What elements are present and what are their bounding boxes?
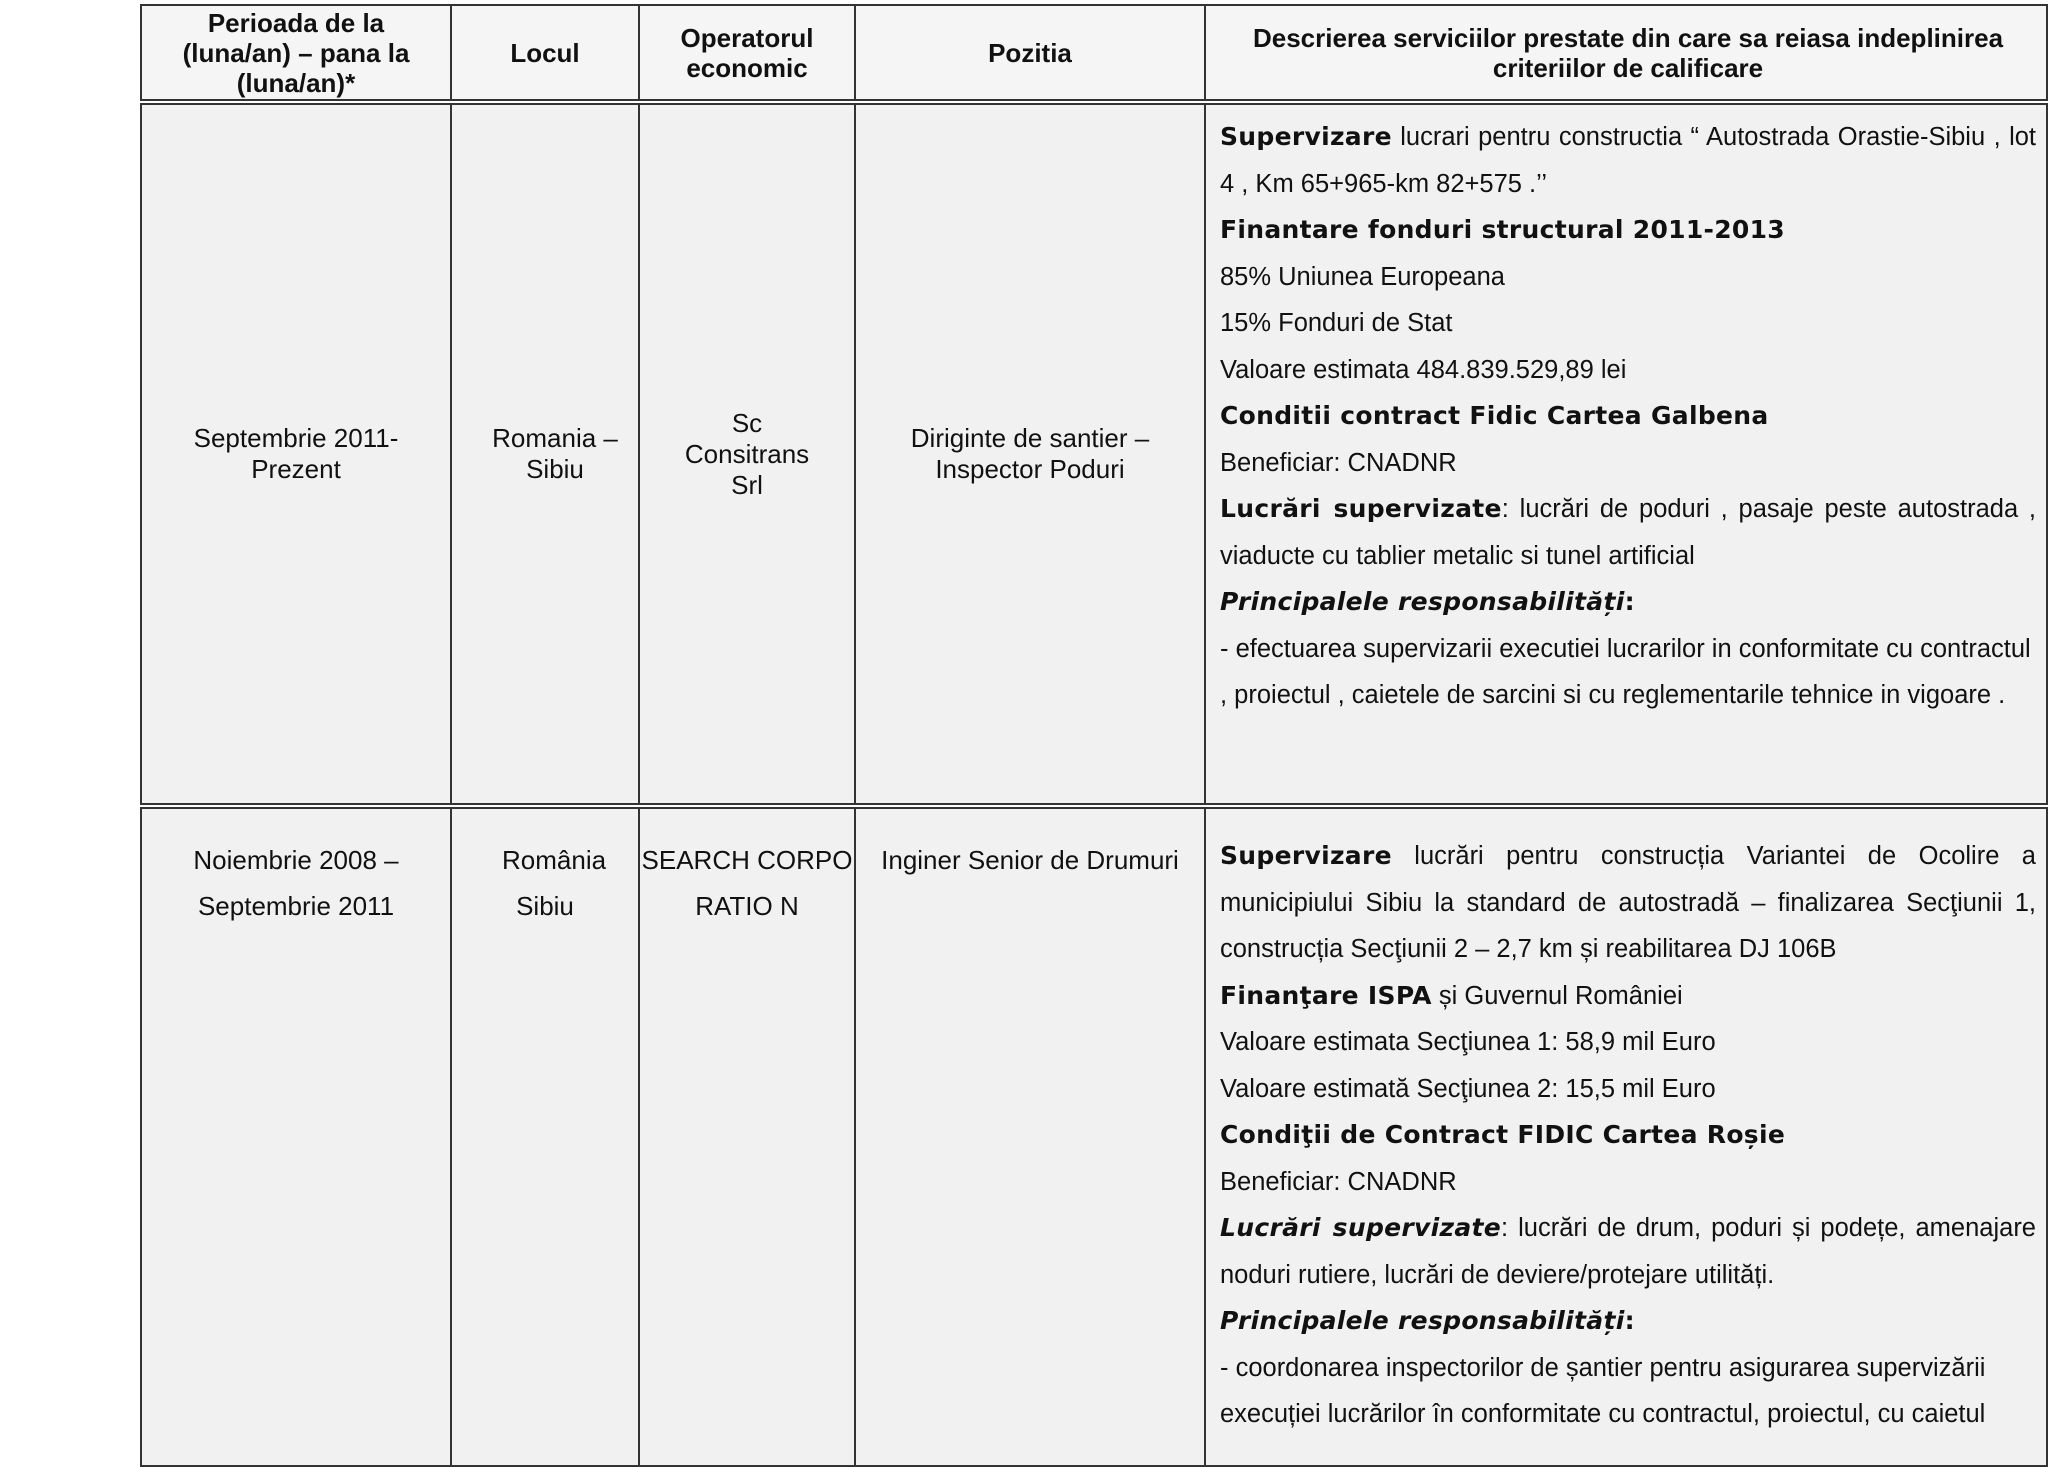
- supervision-label: Supervizare: [1220, 841, 1392, 870]
- period-cell: Noiembrie 2008 – Septembrie 2011: [142, 809, 452, 1465]
- table-row: [140, 103, 2048, 805]
- contract-conditions: Condiţii de Contract FIDIC Cartea Roșie: [1220, 1120, 1786, 1149]
- position-cell: Inginer Senior de Drumuri: [856, 809, 1206, 1465]
- description-cell: [1206, 105, 2048, 803]
- supervision-label: Supervizare: [1220, 122, 1392, 151]
- funding-eu: 85% Uniunea Europeana: [1220, 262, 1505, 291]
- responsibilities-text: - coordonarea inspectorilor de șantier pentru asigurarea supervizării execuției lucrărilor în conformitate cu contractul, proiectul, cu caietul: [1220, 1353, 1986, 1428]
- table-row: [140, 807, 2048, 1467]
- supervision-text: lucrari pentru constructia “ Autostrada Orastie-Sibiu , lot 4 , Km 65+965-km 82+575 .’’: [1220, 123, 2036, 198]
- beneficiary: Beneficiar: CNADNR: [1220, 448, 1457, 477]
- beneficiary: Beneficiar: CNADNR: [1220, 1167, 1457, 1196]
- responsibilities-label: Principalele responsabilități: [1220, 1306, 1625, 1335]
- place-cell: România Sibiu: [452, 809, 640, 1465]
- operator-cell: Sc Consitrans Srl: [640, 105, 856, 803]
- funding-label: Finanţare ISPA: [1220, 980, 1432, 1010]
- supervision-paragraph: [1220, 114, 2036, 207]
- header-position: Pozitia: [856, 6, 1206, 99]
- responsibilities-text: - efectuarea supervizarii executiei lucrarilor in conformitate cu contractul , proiectul , caietele de sarcini si cu reglementarile tehnice in vigoare .: [1220, 634, 2031, 709]
- header-place: Locul: [452, 6, 640, 99]
- supervision-text: lucrări pentru construcția Variantei de Ocolire a municipiului Sibiu la standard de autostradă – finalizarea Secţiunii 1, construcția Secţiunii 2 – 2,7 km și reabilitarea DJ 106B: [1220, 842, 2036, 963]
- operator-cell: SEARCH CORPORATIO N: [640, 809, 856, 1465]
- works-text: : lucrări de poduri , pasaje peste autostrada , viaducte cu tablier metalic si tunel artificial: [1220, 495, 2036, 570]
- works-text: : lucrări de drum, poduri și podețe, amenajare noduri rutiere, lucrări de deviere/protejare utilități.: [1220, 1214, 2036, 1289]
- funding-label: Finantare fonduri structural 2011-2013: [1220, 215, 1786, 244]
- contract-conditions: Conditii contract Fidic Cartea Galbena: [1220, 401, 1769, 430]
- responsibilities-label: Principalele responsabilități: [1220, 587, 1625, 616]
- table-header-row: [140, 4, 2048, 101]
- responsibilities-heading: Principalele responsabilități:: [1220, 1306, 1635, 1335]
- header-description: Descrierea serviciilor prestate din care sa reiasa indeplinirea criteriilor de calificare: [1252, 22, 2004, 83]
- value-section-1: Valoare estimata Secţiunea 1: 58,9 mil Euro: [1220, 1028, 1716, 1056]
- header-period: Perioada de la (luna/an) – pana la (luna/an)*: [142, 6, 452, 99]
- supervision-paragraph: [1220, 833, 2036, 973]
- header-operator: Operatorul economic: [640, 6, 856, 99]
- place-cell: Romania –Sibiu: [452, 105, 640, 803]
- funding-text: și Guvernul României: [1431, 981, 1683, 1010]
- works-paragraph: [1220, 1205, 2036, 1298]
- works-label: Lucrări supervizate: [1220, 494, 1502, 523]
- funding-state: 15% Fonduri de Stat: [1220, 309, 1453, 337]
- works-label: Lucrări supervizate: [1220, 1213, 1502, 1242]
- funding-paragraph: [1220, 973, 2036, 1020]
- position-cell: Diriginte de santier – Inspector Poduri: [856, 105, 1206, 803]
- estimated-value: Valoare estimata 484.839.529,89 lei: [1220, 355, 1627, 384]
- value-section-2: Valoare estimată Secţiunea 2: 15,5 mil Euro: [1220, 1074, 1716, 1103]
- description-cell: [1206, 809, 2048, 1465]
- works-paragraph: [1220, 486, 2036, 579]
- responsibilities-heading: Principalele responsabilități:: [1220, 587, 1635, 616]
- period-cell: Septembrie 2011-Prezent: [142, 105, 452, 803]
